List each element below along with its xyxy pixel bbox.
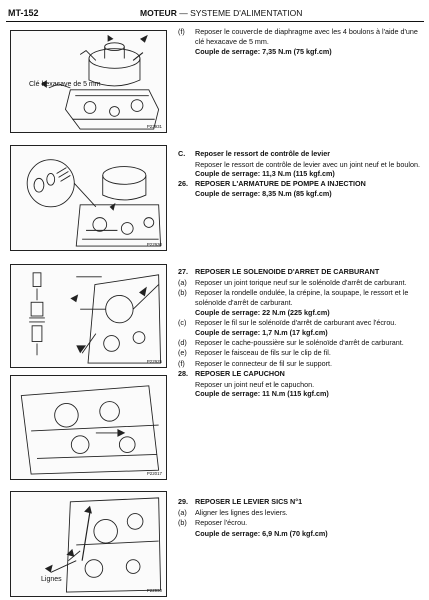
step-label: (e) [178,348,187,357]
step-text: Reposer le couvercle de diaphragme avec les 4 boulons à l'aide d'une clé hexacave de 5 mm. [195,27,418,46]
step-label: (b) [178,518,187,527]
step-b-row [178,288,422,307]
figure-lever-spring-drawing [11,146,166,250]
step-b-row [178,518,422,528]
figure-sics-lever-drawing [11,492,166,596]
figure-fuel-cut-solenoid [10,264,167,368]
step-text: Reposer le faisceau de fils sur le clip de fil. [195,348,331,357]
figure-fuel-cut-solenoid-drawing [11,265,166,367]
step-title: REPOSER L'ARMATURE DE POMPE A INJECTION [195,178,366,188]
step-c-row [178,149,422,159]
step-label: (a) [178,277,187,287]
figure-lever-spring [10,145,167,251]
step-label: C. [178,149,186,158]
torque-spec: Couple de serrage: 8,35 N.m (85 kgf.cm) [195,189,332,198]
step-text: Reposer un joint neuf et le capuchon. [195,379,315,389]
step-d-row [178,338,422,348]
subsection-name: SYSTEME D'ALIMENTATION [190,8,303,18]
step-title: Reposer le ressort de contrôle de levier [195,149,331,158]
step-29-row [178,497,422,507]
step-text: Aligner les lignes des leviers. [195,507,288,517]
figure-code: P22931 [146,124,162,130]
step-text: Reposer le cache-poussière sur le solénoïde d'arrêt de carburant. [195,337,404,347]
step-c-row [178,318,422,328]
figure-code: P22930 [146,242,162,248]
torque-spec: Couple de serrage: 7,35 N.m (75 kgf.cm) [195,47,332,56]
figure-cap-drawing [11,376,166,479]
torque-spec: Couple de serrage: 1,7 N.m (17 kgf.cm) [195,328,328,337]
step-label: (c) [178,317,187,327]
torque-spec: Couple de serrage: 22 N.m (225 kgf.cm) [195,308,330,317]
step-26-row [178,179,422,189]
figure-callout-lines: Lignes [41,576,62,583]
step-text: Reposer le ressort de contrôle de levier avec un joint neuf et le boulon. [195,159,420,169]
figure-diaphragm-cover [10,30,167,133]
section-name: MOTEUR [140,8,177,18]
figure-code: P22925 [146,359,162,365]
step-label: 26. [178,178,188,188]
step-f-row [178,359,422,369]
figure-callout-hex-key: Clé hexacave de 5 mm [29,81,101,88]
figure-cap [10,375,167,480]
step-a-row [178,278,422,288]
step-label: 29. [178,497,188,506]
step-label: (b) [178,288,187,297]
text-block-lever-spring [178,149,422,199]
text-block-solenoid [178,267,422,399]
step-label: (d) [178,337,187,347]
step-text: Reposer un joint torique neuf sur le solénoïde d'arrêt de carburant. [195,277,407,287]
figure-code: P22990 [146,588,162,594]
torque-spec: Couple de serrage: 11,3 N.m (115 kgf.cm) [195,169,335,178]
step-text: Reposer l'écrou. [195,518,248,527]
step-label: 28. [178,369,188,378]
torque-spec: Couple de serrage: 11 N.m (115 kgf.cm) [195,389,329,398]
step-27-row [178,267,422,277]
step-text: Reposer le fil sur le solénoïde d'arrêt de carburant avec l'écrou. [195,317,397,327]
step-title: REPOSER LE CAPUCHON [195,369,285,378]
step-label: 27. [178,267,188,276]
page-number: MT-152 [8,8,39,18]
figure-sics-lever [10,491,167,597]
step-text: Reposer la rondelle ondulée, la crépine, la soupape, le ressort et le solénoïde d'arrêt de carburant. [195,288,409,307]
step-title: REPOSER LE SOLENOIDE D'ARRET DE CARBURANT [195,267,380,276]
step-28-row [178,369,422,379]
step-label: (f) [178,358,185,368]
section-separator: — [179,8,188,18]
section-title [140,8,302,19]
step-label: (a) [178,507,187,517]
step-label: (f) [178,27,185,36]
step-e-row [178,348,422,358]
step-a-row [178,508,422,518]
torque-spec: Couple de serrage: 6,9 N.m (70 kgf.cm) [195,528,328,538]
text-block-diaphragm [178,27,422,57]
step-f-row [178,27,422,46]
step-title: REPOSER LE LEVIER SICS N°1 [195,497,303,506]
step-text: Reposer le connecteur de fil sur le support. [195,358,333,368]
text-block-sics-lever [178,497,422,538]
page-header [6,4,424,22]
figure-code: P22017 [146,471,162,477]
